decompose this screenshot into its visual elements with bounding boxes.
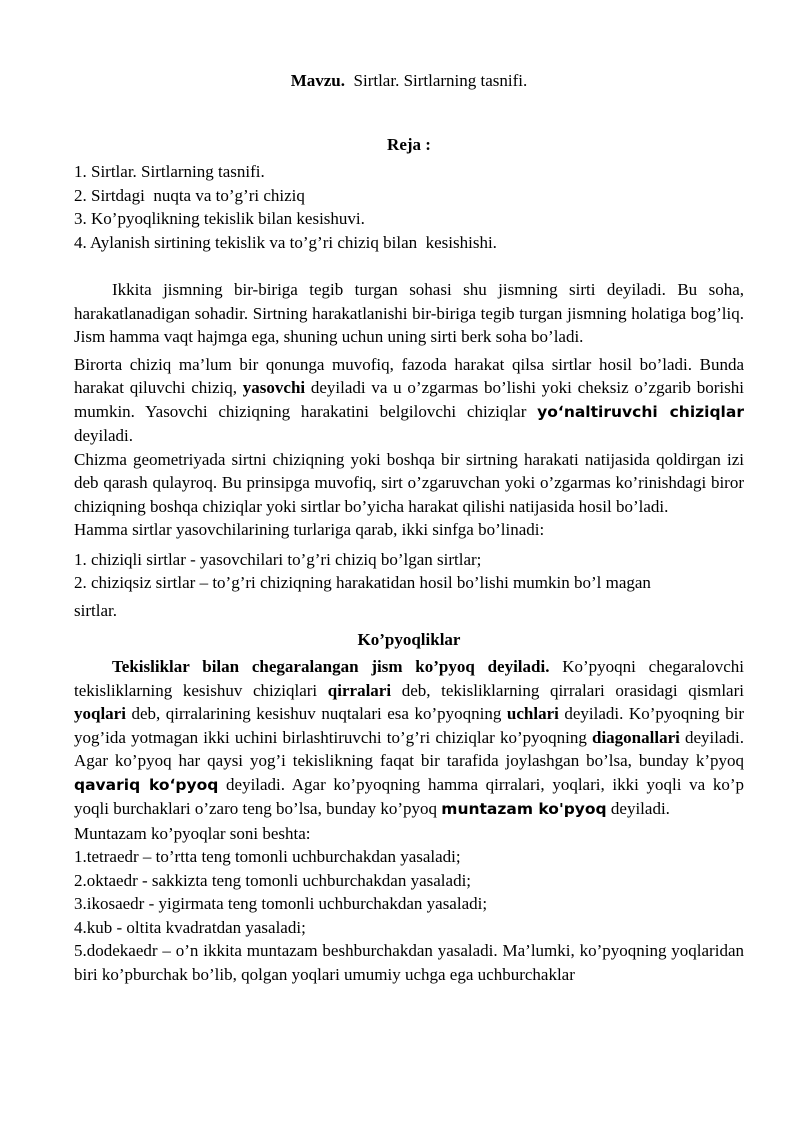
term-yasovchi: yasovchi <box>242 378 306 397</box>
document-title-label: Mavzu. <box>290 71 346 90</box>
reja-item-3: 3. Ko’pyoqlikning tekislik bilan kesishuvi. <box>74 209 365 228</box>
muntazam-item-5-paragraph: 5.dodekaedr – o’n ikkita muntazam beshburchakdan yasaladi. Ma’lumki, ko’pyoqning yoqlaridan biri ko’pburchak bo’lib, qolgan yoqlari umumiy uchga ega uchburchaklar <box>74 941 744 984</box>
spacer <box>74 92 744 116</box>
spacer <box>74 254 744 278</box>
term-yoqlari: yoqlari <box>74 704 126 723</box>
paragraph-polyhedron-part-e: deyiladi. Agar ko’pyoq har qaysi yog’i tekislikning faqat bir tarafida joylashgan bo’lsa, bunday k’pyoq <box>74 727 744 770</box>
term-tekisliklar-bilan-chegaralangan: Tekisliklar bilan chegaralangan jism ko’pyoq deyiladi. <box>112 657 550 676</box>
paragraph-generatrix-part-c: deyiladi. <box>74 426 134 445</box>
paragraph-generatrix <box>74 353 744 448</box>
muntazam-item-1: 1.tetraedr – to’rtta teng tomonli uchburchakdan yasaladi; <box>74 847 461 866</box>
paragraph-polyhedron-part-a: Ko’pyoqni chegaralovchi tekisliklarning kesishuv chiziqlari <box>74 657 745 700</box>
class-item-2-continuation: sirtlar. <box>74 600 117 620</box>
paragraph-polyhedron-part-g: deyiladi. <box>606 799 670 818</box>
spacer <box>74 116 744 134</box>
reja-item-4: 4. Aylanish sirtining tekislik va to’g’ri chiziq bilan kesishishi. <box>74 232 497 252</box>
document-title <box>74 70 744 92</box>
paragraph-classification-intro: Hamma sirtlar yasovchilarining turlariga qarab, ikki sinfga bo’linadi: <box>74 520 545 539</box>
class-item-1: 1. chiziqli sirtlar - yasovchilari to’g’ri chiziq bo’lgan sirtlar; <box>74 549 482 569</box>
paragraph-generatrix-part-b: deyiladi va u o’zgarmas bo’lishi yoki cheksiz o’zgarib borishi mumkin. Yasovchi chiziqning harakatini belgilovchi chiziqlar <box>74 378 744 421</box>
muntazam-item-2: 2.oktaedr - sakkizta teng tomonli uchburchakdan yasaladi; <box>74 870 472 890</box>
muntazam-item-3: 3.ikosaedr - yigirmata teng tomonli uchburchakdan yasaladi; <box>74 894 488 913</box>
paragraph-surface-definition: Ikkita jismning bir-biriga tegib turgan sohasi shu jismning sirti deyiladi. Bu soha, harakatlanadigan sohadir. Sirtning harakatlanishi bir-biriga tegib turgan jismning holatiga bog’liq. Jism hamma vaqt hajmga ega, shuning uchun uning sirti berk soha bo’ladi. <box>74 280 744 346</box>
paragraph-polyhedron-definition <box>74 655 744 822</box>
muntazam-intro: Muntazam ko’pyoqlar soni beshta: <box>74 823 311 843</box>
class-item-2: 2. chiziqsiz sirtlar – to’g’ri chiziqning harakatidan hosil bo’lishi mumkin bo’l magan <box>74 573 651 592</box>
section-heading-kopyoqliklar: Ko’pyoqliklar <box>357 630 461 649</box>
document-body <box>74 70 744 986</box>
reja-item-1: 1. Sirtlar. Sirtlarning tasnifi. <box>74 162 265 181</box>
term-qirralari: qirralari <box>327 680 392 700</box>
document-title-text: Sirtlar. Sirtlarning tasnifi. <box>353 71 528 90</box>
term-qavariq-kopyoq: qavariq koʻpyoq <box>74 775 219 794</box>
paragraph-polyhedron-part-c: deb, qirralarining kesishuv nuqtalari esa ko’pyoqning <box>125 704 507 723</box>
paragraph-polyhedron-part-b: deb, tekisliklarning qirralari orasidagi qismlari <box>391 680 744 700</box>
muntazam-item-4: 4.kub - oltita kvadratdan yasaladi; <box>74 917 306 937</box>
term-uchlari: uchlari <box>506 704 559 723</box>
paragraph-polyhedron-part-f: deyiladi. Agar ko’pyoqning hamma qirralari, yoqlari, ikki yoqli va ko’p yoqli burchaklari o’zaro teng bo’lsa, bunday ko’pyoq <box>74 774 744 818</box>
reja-heading: Reja : <box>387 135 431 154</box>
term-muntazam-kopyoq: muntazam ko'pyoq <box>441 800 607 818</box>
term-diagonallari: diagonallari <box>591 727 680 747</box>
paragraph-generatrix-part-a: Birorta chiziq ma’lum bir qonunga muvofiq, fazoda harakat qilsa sirtlar hosil bo’ladi. Bunda harakat qiluvchi chiziq, <box>74 354 744 397</box>
paragraph-polyhedron-part-d: deyiladi. Ko’pyoqning bir yog’ida yotmagan ikki uchini birlashtiruvchi to’g’ri chiziqlar ko’pyoqning <box>74 704 744 747</box>
paragraph-descriptive-geometry: Chizma geometriyada sirtni chiziqning yoki boshqa bir sirtning harakati natijasida qoldirgan izi deb qarash qulayroq. Bu prinsipga muvofiq, sirt o’zgaruvchan yoki o’zgarmas ko’rinishdagi biror chiziqning boshqa chiziqlar yoki sirtlar bo’yicha harakat qilishi natijasida hosil bo’ladi. <box>74 449 744 516</box>
term-yonaltiruvchi-chiziqlar: yoʻnaltiruvchi chiziqlar <box>537 402 744 421</box>
reja-item-2: 2. Sirtdagi nuqta va to’g’ri chiziq <box>74 185 305 205</box>
